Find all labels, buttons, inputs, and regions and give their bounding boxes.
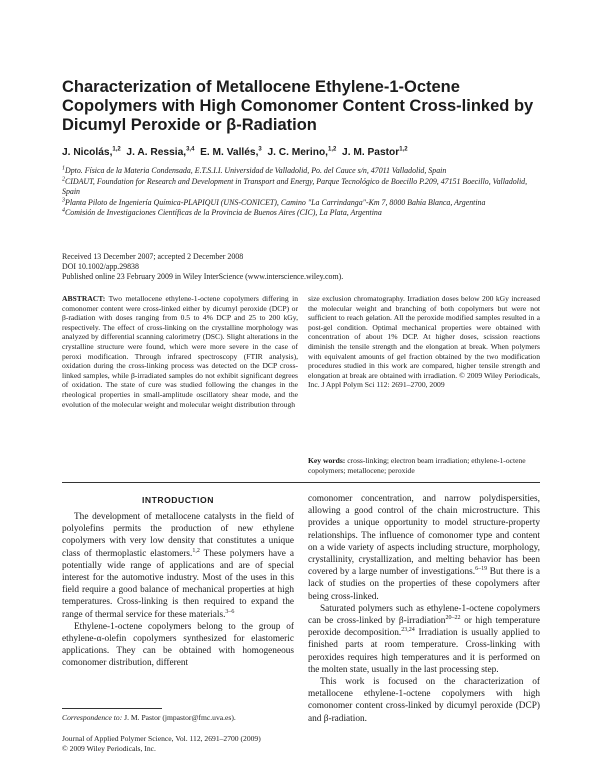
copyright: © 2009 Wiley Periodicals, Inc. [62, 744, 156, 753]
author: J. M. Pastor$^{1,2}$ [342, 146, 408, 158]
published-date: Published online 23 February 2009 in Wiley InterScience (www.interscience.wiley.com). [62, 272, 344, 282]
abstract-text: Two metallocene ethylene-1-octene copolymers differing in comonomer content were cross-linked either by dicumyl peroxide (DCP) or β-radiation with doses ranging from 0.5 to 4% DCP and 25 to 200 kGy, respectively. The effect of cross-linking on the crystalline morphology was analyzed by differential scanning calorimetry (DSC). Slight alterations in the crystalline structure were found, which were more severe in the case of peroxi modification. Through infrared spectroscopy (FTIR analysis), oxidation during the cross-linking process was detected on the DCP cross-linked samples, while β-irradiated samples do not exhibit significant degrees of oxidation. The state of cure was studied following the changes in the rheological properties in small-amplitude oscillatory shear mode, and the evolution of the molecular weight and molecular weight distribution through [62, 294, 298, 409]
abstract-label: ABSTRACT: [62, 294, 106, 303]
section-divider [62, 482, 540, 483]
keywords-text: cross-linking; electron beam irradiation; ethylene-1-octene copolymers; metallocene; peroxide [308, 456, 526, 475]
author-list [62, 147, 542, 158]
author: J. C. Merino,$^{1,2}$ [267, 146, 337, 158]
abstract-left [62, 294, 298, 409]
author: J. A. Ressia,$^{3,4}$ [126, 146, 195, 158]
author: E. M. Vallés,$^3$ [200, 146, 262, 158]
correspondence-text[interactable]: J. M. Pastor (jmpastor@fmc.uva.es). [124, 713, 236, 722]
paragraph: The development of metallocene catalysts in the field of polyolefins permits the production of new ethylene copolymers with very low density that constitutes a unique class of thermoplastic elastomers.$^{1,2}$ These polymers have a potentially wide range of applications and are of special interest for the automotive industry. Most of the uses in this field require a good balance of mechanical properties at high temperatures. Cross-linking is then required to expand the range of thermal service for these materials.$^{3-6}$ [62, 512, 295, 620]
abstract-right: size exclusion chromatography. Irradiation doses below 200 kGy increased the molecular weight and branching of both copolymers but were not sufficient to reach gelation. All the peroxide modified samples resulted in a post-gel condition. Optimal mechanical properties were obtained with concentration of about 1% DCP. At higher doses, scission reactions diminish the tensile strength and the elongation at break. When polymers with equivalent amounts of gel fraction obtained by the two modification procedures studied in this work are compared, higher tensile strength and elongation at break are obtained with irradiation. © 2009 Wiley Periodicals, Inc. J Appl Polym Sci 112: 2691–2700, 2009 [308, 294, 540, 390]
intro-column-right [308, 493, 540, 725]
affiliation: $^3$Planta Piloto de Ingeniería Química-PLAPIQUI (UNS-CONICET), Camino "La Carrindanga"-Km 7, 8000 Bahía Blanca, Argentina [62, 196, 486, 207]
article-title: Characterization of Metallocene Ethylene-1-Octene Copolymers with High Comonomer Content Cross-linked by Dicumyl Peroxide or β-Radiation [62, 78, 534, 134]
section-heading: INTRODUCTION [142, 495, 214, 505]
received-date: Received 13 December 2007; accepted 2 December 2008 [62, 252, 244, 261]
keywords-label: Key words: [308, 456, 346, 465]
author: J. Nicolás,$^{1,2}$ [62, 146, 121, 158]
doi[interactable]: DOI 10.1002/app.29838 [62, 262, 139, 272]
footnote-divider [62, 708, 162, 709]
correspondence-label: Correspondence to: [62, 713, 123, 722]
journal-citation: Journal of Applied Polymer Science, Vol. 112, 2691–2700 (2009) [62, 734, 261, 743]
intro-column-left [62, 511, 294, 670]
affiliation: $^4$Comisión de Investigaciones Científicas de la Provincia de Buenos Aires (CIC), La Plata, Argentina [62, 207, 382, 217]
affiliation: $^2$CIDAUT, Foundation for Research and Development in Transport and Energy, Parque Tecnológico de Boecillo P.209, 47151 Boecillo, Valladolid, Spain [62, 175, 528, 196]
publication-dates [62, 252, 540, 283]
correspondence [62, 713, 298, 723]
paragraph: Saturated polymers such as ethylene-1-octene copolymers can be cross-linked by β-irradiation$^{20-22}$ or high temperature peroxide decomposition.$^{23,24}$ Irradiation is usually applied to finished parts at room temperature. Cross-linking with peroxides requires high temperatures and it is performed on the molten state, usually in the last processing step. [308, 603, 540, 675]
keywords [308, 456, 540, 475]
paragraph: comonomer concentration, and narrow polydispersities, allowing a good control of the chain microstructure. This provides a unique opportunity to model structure-property relationships. The influence of comonomer type and content on a wide variety of aspects including structure, morphology, crystallinity, crystallization, and melting behavior has been covered by a large number of investigations.$^{6-19}$ But there is a lack of studies on the properties of these copolymers after being cross-linked. [308, 494, 540, 602]
paragraph: Ethylene-1-octene copolymers belong to the group of ethylene-α-olefin copolymers synthesized for elastomeric applications. They can be obtained with homogeneous comonomer distribution, different [62, 621, 294, 669]
journal-info [62, 734, 298, 754]
paragraph: This work is focused on the characterization of metallocene ethylene-1-octene copolymers with high comonomer content cross-linked by dicumyl peroxide (DCP) and β-radiation. [308, 677, 540, 724]
affiliations [62, 166, 540, 219]
affiliation: $^1$Dpto. Física de la Materia Condensada, E.T.S.I.I. Universidad de Valladolid, Po. del Cauce s/n, 47011 Valladolid, Spain [62, 165, 447, 175]
